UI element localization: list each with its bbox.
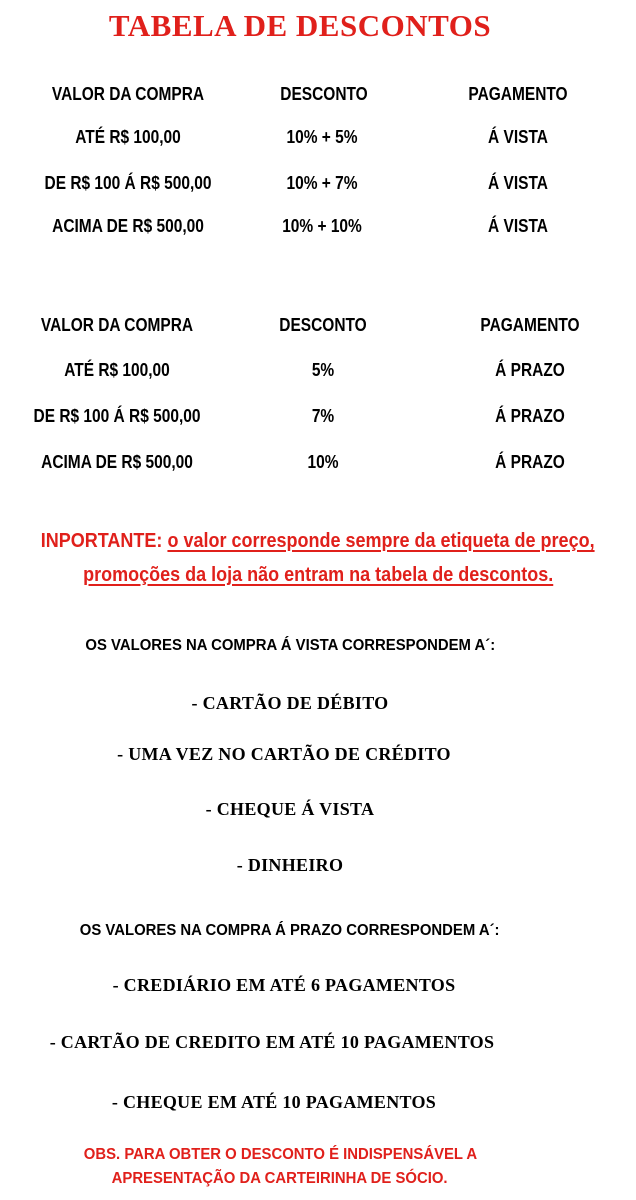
table-cell: Á VISTA [488,173,548,193]
obs-line1: OBS. PARA OBTER O DESCONTO É INDISPENSÁVEL A [83,1146,477,1163]
table-cell: Á VISTA [488,216,548,236]
table-cell: Á PRAZO [495,452,565,472]
table-cell: ATÉ R$ 100,00 [75,127,181,147]
vista-item: - CARTÃO DE DÉBITO [191,693,389,713]
page-title: TABELA DE DESCONTOS [108,8,492,43]
prazo-item: - CREDIÁRIO EM ATÉ 6 PAGAMENTOS [112,975,456,995]
vista-item: - UMA VEZ NO CARTÃO DE CRÉDITO [117,744,451,764]
table-header-valor: VALOR DA COMPRA [40,315,194,335]
table-cell: 7% [311,406,335,426]
table-cell: 5% [311,360,335,380]
table-cell: 10% + 10% [282,216,362,236]
table-cell: Á VISTA [488,127,548,147]
table-cell: DE R$ 100 Á R$ 500,00 [44,173,212,193]
obs-line2: APRESENTAÇÃO DA CARTEIRINHA DE SÓCIO. [112,1170,448,1187]
vista-item: - CHEQUE Á VISTA [205,799,375,819]
prazo-item: - CARTÃO DE CREDITO EM ATÉ 10 PAGAMENTOS [49,1032,495,1052]
table-header-valor: VALOR DA COMPRA [51,84,205,104]
important-notice [0,530,636,553]
table-cell: Á PRAZO [495,360,565,380]
obs-note [0,1143,560,1191]
table-cell: 10% + 7% [286,173,358,193]
table-cell: ATÉ R$ 100,00 [64,360,170,380]
table-header-desconto: DESCONTO [279,315,367,335]
important-text-line2: promoções da loja não entram na tabela de descontos. [82,564,554,586]
important-text-line1: o valor corresponde sempre da etiqueta de preço, [167,530,595,552]
vista-item: - DINHEIRO [236,855,344,875]
important-notice-line2 [0,564,636,587]
prazo-item: - CHEQUE EM ATÉ 10 PAGAMENTOS [111,1092,437,1112]
table-cell: 10% + 5% [286,127,358,147]
table-cell: DE R$ 100 Á R$ 500,00 [33,406,201,426]
table-cell: Á PRAZO [495,406,565,426]
table-cell: ACIMA DE R$ 500,00 [52,216,204,236]
table-header-pagamento: PAGAMENTO [468,84,568,104]
vista-section-heading: OS VALORES NA COMPRA Á VISTA CORRESPONDEM A´: [85,637,495,654]
prazo-section-heading: OS VALORES NA COMPRA Á PRAZO CORRESPONDEM A´: [80,922,500,939]
table-cell: ACIMA DE R$ 500,00 [41,452,193,472]
table-header-desconto: DESCONTO [280,84,368,104]
important-label: INPORTANTE: [41,530,163,552]
table-cell: 10% [307,452,339,472]
table-header-pagamento: PAGAMENTO [480,315,580,335]
